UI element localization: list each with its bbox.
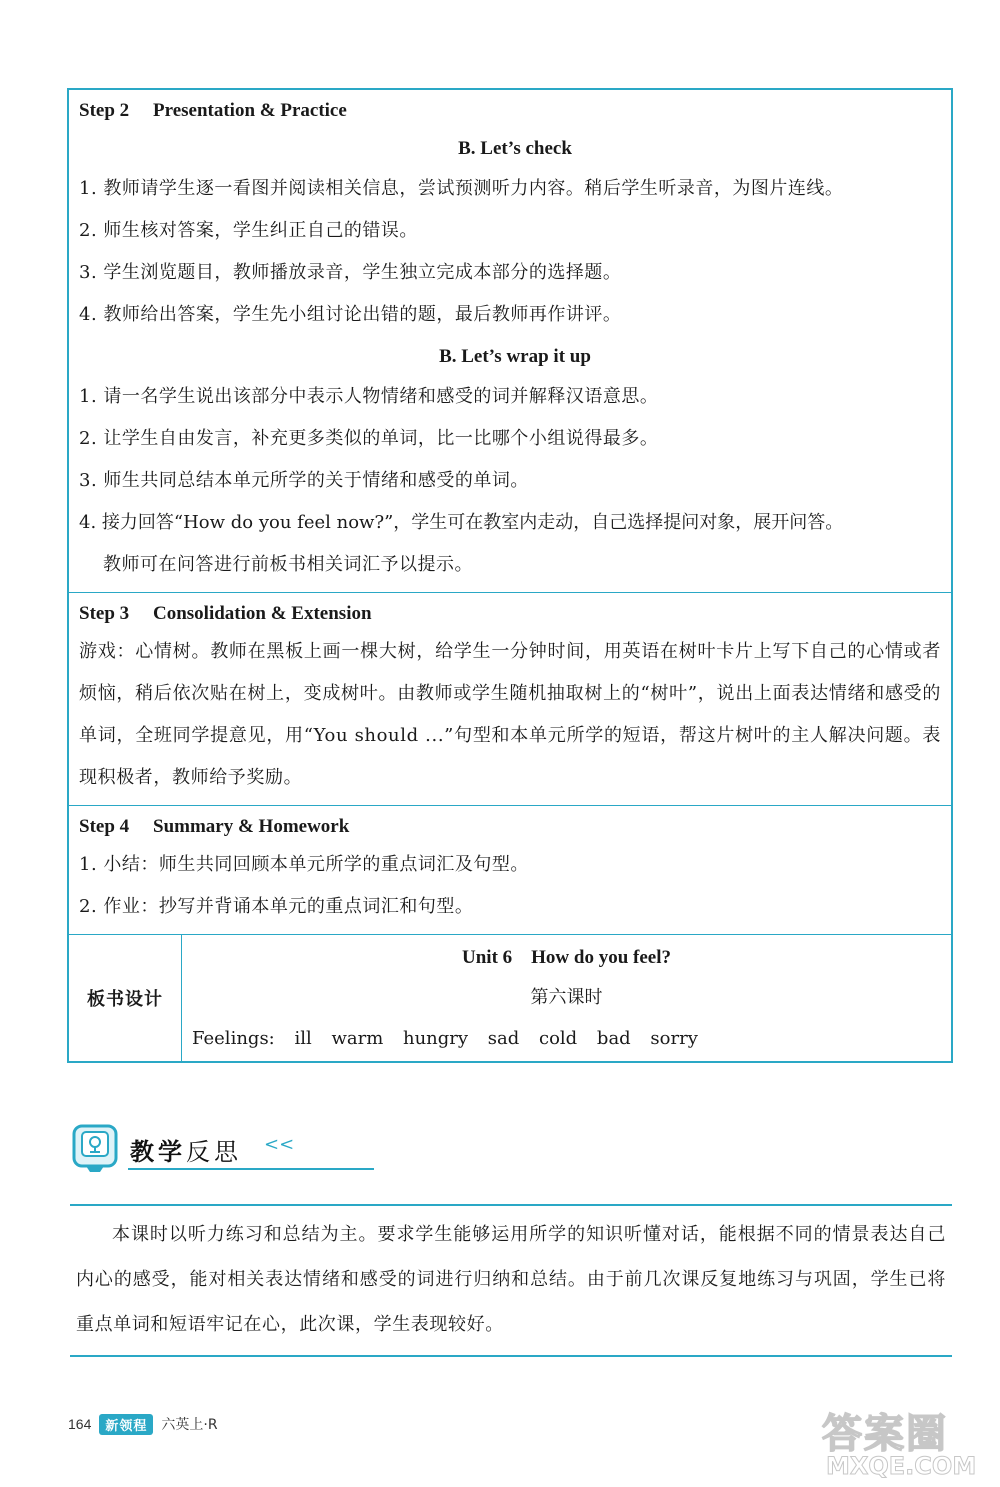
step3-heading (79, 601, 951, 631)
watermark (822, 1402, 992, 1482)
step3-title: Consolidation & Extension (153, 603, 372, 624)
board-lesson-subtitle: 第六课时 (530, 987, 603, 1008)
step4-number: Step 4 (79, 816, 130, 837)
step4-title: Summary & Homework (153, 816, 350, 837)
step4-line: 2. 作业：抄写并背诵本单元的重点词汇和句型。 (79, 896, 474, 917)
reflection-header (68, 1120, 308, 1180)
check-line: 3. 学生浏览题目，教师播放录音，学生独立完成本部分的选择题。 (79, 262, 622, 283)
step2-section (69, 90, 951, 593)
step4-line: 1. 小结：师生共同回顾本单元所学的重点词汇及句型。 (79, 854, 529, 875)
reflection-title-light: 反思 (186, 1138, 242, 1166)
reflection-title (130, 1132, 242, 1167)
reflection-title-bold: 教学 (130, 1138, 186, 1166)
board-design (69, 934, 951, 1061)
book-label: 六英上·R (161, 1417, 218, 1433)
board-design-body (182, 935, 951, 1061)
check-line: 2. 师生核对答案，学生纠正自己的错误。 (79, 220, 418, 241)
reflection-text: 本课时以听力练习和总结为主。要求学生能够运用所学的知识听懂对话，能根据不同的情景表达自己内心的感受，能对相关表达情绪和感受的词进行归纳和总结。由于前几次课反复地练习与巩固，学生已将重点单词和短语牢记在心，此次课，学生表现较好。 (76, 1224, 946, 1335)
wrap-line: 3. 师生共同总结本单元所学的关于情绪和感受的单词。 (79, 470, 529, 491)
step4-heading (79, 814, 951, 844)
step3-text: 游戏：心情树。教师在黑板上画一棵大树，给学生一分钟时间，用英语在树叶卡片上写下自己的心情或者烦恼，稍后依次贴在树上，变成树叶。由教师或学生随机抽取树上的“树叶”，说出上面表达情绪和感受的单词，全班同学提意见，用“You should ...”句型和本单元所学的短语，帮这片树叶的主人解决问题。表现积极者，教师给予奖励。 (79, 641, 941, 788)
board-feelings-words: Feelings: ill warm hungry sad cold bad sorry (192, 1028, 698, 1049)
check-line: 1. 教师请学生逐一看图并阅读相关信息，尝试预测听力内容。稍后学生听录音，为图片连线。 (79, 178, 844, 199)
wrap-line: 教师可在问答进行前板书相关词汇予以提示。 (103, 554, 473, 575)
step2-title: Presentation & Practice (153, 100, 347, 121)
check-line: 4. 教师给出答案，学生先小组讨论出错的题，最后教师再作讲评。 (79, 304, 622, 325)
wrap-line: 1. 请一名学生说出该部分中表示人物情绪和感受的词并解释汉语意思。 (79, 386, 659, 407)
step3-number: Step 3 (79, 603, 130, 624)
wrap-line: 4. 接力回答“How do you feel now?”，学生可在教室内走动，自己选择提问对象，展开问答。 (79, 512, 844, 533)
step3-section (69, 593, 951, 806)
watermark-url: MXQE.COM (826, 1452, 977, 1480)
lets-check-title: B. Let’s check (458, 138, 572, 159)
step4-section (69, 806, 951, 934)
wrap-line: 2. 让学生自由发言，补充更多类似的单词，比一比哪个小组说得最多。 (79, 428, 659, 449)
watermark-cn: 答案圈 (822, 1411, 948, 1457)
double-chevron-icon: << (264, 1134, 295, 1155)
page-footer (68, 1412, 218, 1436)
page-number: 164 (68, 1416, 92, 1432)
step2-heading (79, 98, 951, 128)
brand-badge: 新领程 (99, 1414, 153, 1435)
reflection-badge-icon (68, 1122, 122, 1174)
wrap-up-title: B. Let’s wrap it up (439, 346, 591, 367)
step2-number: Step 2 (79, 100, 130, 121)
reflection-box (70, 1204, 952, 1357)
lesson-plan-table (67, 88, 953, 1063)
board-design-label: 板书设计 (69, 935, 182, 1061)
board-unit-title: Unit 6 How do you feel? (462, 947, 671, 968)
reflection-underline (128, 1168, 374, 1170)
